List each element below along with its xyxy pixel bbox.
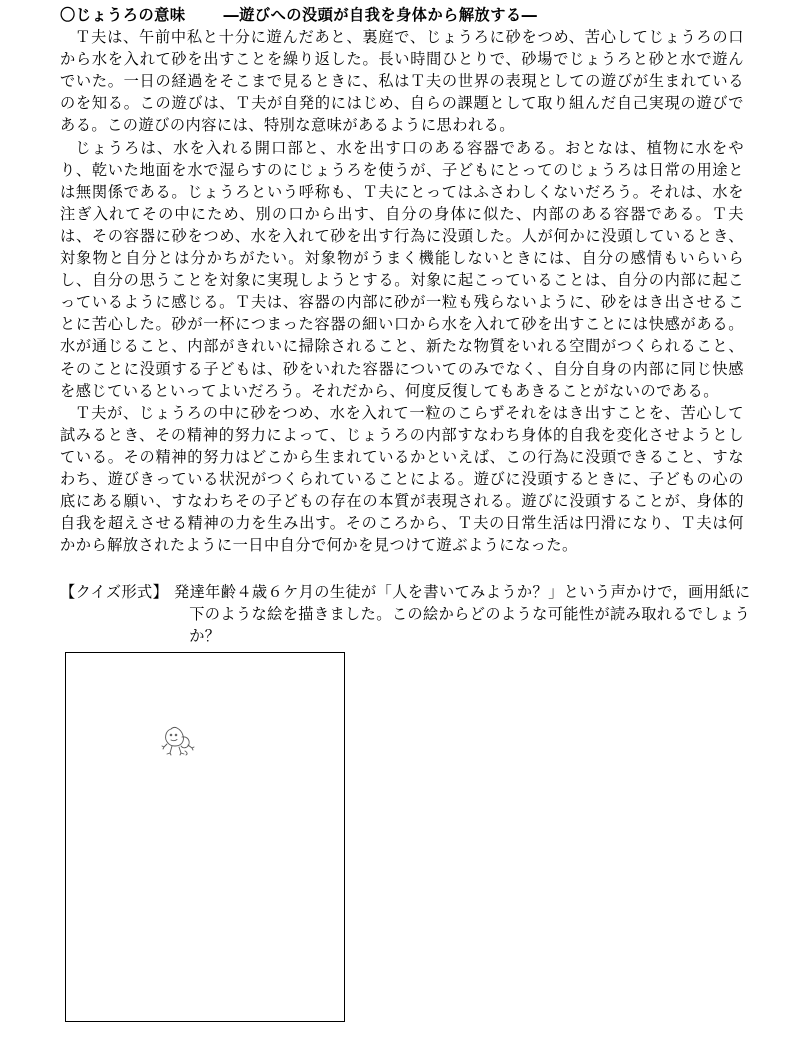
paragraph-2: じょうろは、水を入れる開口部と、水を出す口のある容器である。おとなは、植物に水をやり、乾いた地面を水で湿らすのにじょうろを使うが、子どもにとってのじょうろは日常の用途とは無関係である。じょうろという呼称も、Ｔ夫にとってはふさわしくないだろう。それは、水を注ぎ入れてその中にため、別の口から出す、自分の身体に似た、内部のある容器である。Ｔ夫は、その容器に砂をつめ、水を入れて砂を出す行為に没頭した。人が何かに没頭しているとき、対象物と自分とは分かちがたい。対象物がうまく機能しないときには、自分の感情もいらいらし、自分の思うことを対象に実現しようとする。対象に起こっていることは、自分の内部に起こっているように感じる。Ｔ夫は、容器の内部に砂が一粒も残らないように、砂をはき出させることに苦心した。砂が一杯につまった容器の細い口から水を入れて砂を出すことには快感がある。水が通じること、内部がきれいに掃除されること、新たな物質をいれる空間がつくられること、そのことに没頭する子どもは、砂をいれた容器についてのみでなく、自分自身の内部に同じ快感を感じているといってよいだろう。それだから、何度反復してもあきることがないのである。 bbox=[60, 138, 744, 400]
paragraph-3: Ｔ夫が、じょうろの中に砂をつめ、水を入れて一粒のこらずそれをはき出すことを、苦心して試みるとき、その精神的努力によって、じょうろの内部すなわち身体的自我を変化させようとしている。その精神的努力はどこから生まれているかといえば、この行為に没頭できること、すなわち、遊びきっている状況がつくられていることによる。遊びに没頭するときに、子どもの心の底にある願い、すなわちその子どもの存在の本質が表現される。遊びに没頭することが、身体的自我を超えさせる精神の力を生み出す。そのころから、Ｔ夫の日常生活は円滑になり、Ｔ夫は何かから解放されたように一日中自分で何かを見つけて遊ぶようになった。 bbox=[60, 403, 744, 555]
quiz-label: 【クイズ形式】 bbox=[60, 583, 169, 601]
quiz-question: 発達年齢４歳６ケ月の生徒が「人を書いてみようか？」という声かけで，画用紙に下のような絵を描きました。この絵からどのような可能性が読み取れるでしょうか？ bbox=[174, 583, 751, 645]
article-subtitle: ―遊びへの没頭が自我を身体から解放する― bbox=[223, 6, 538, 24]
article-title: 〇じょうろの意味 bbox=[60, 6, 186, 24]
drawing-paper-frame bbox=[65, 652, 345, 1022]
article-heading bbox=[60, 4, 744, 26]
paragraph-1: Ｔ夫は、午前中私と十分に遊んだあと、裏庭で、じょうろに砂をつめ、苦心してじょうろの口から水を入れて砂を出すことを繰り返した。長い時間ひとりで、砂場でじょうろと砂と水で遊んでいた。一日の経過をそこまで見るときに、私はＴ夫の世界の表現としての遊びが生まれているのを知る。この遊びは、Ｔ夫が自発的にはじめ、自らの課題として取り組んだ自己実現の遊びである。この遊びの内容には、特別な意味があるように思われる。 bbox=[60, 28, 744, 135]
article bbox=[60, 4, 744, 556]
child-drawing-figure-icon bbox=[161, 723, 197, 763]
